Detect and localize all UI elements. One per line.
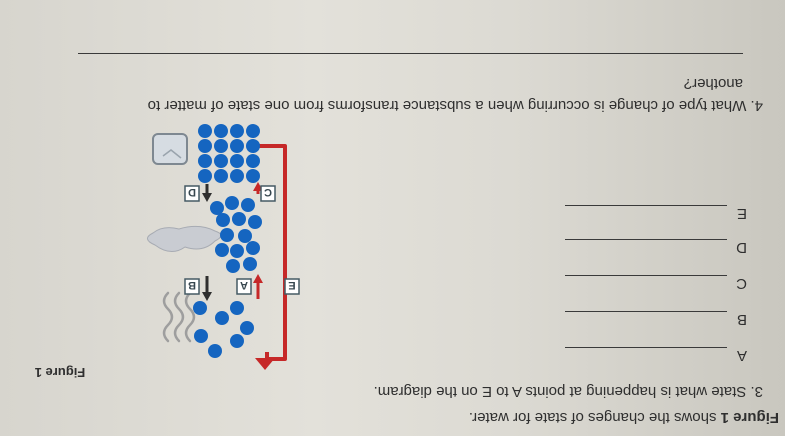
answer-label-e: E bbox=[736, 205, 747, 222]
gas-particles bbox=[193, 301, 254, 358]
svg-text:A: A bbox=[240, 279, 248, 291]
svg-text:D: D bbox=[188, 186, 196, 198]
arrow-gas-to-liquid bbox=[253, 274, 263, 299]
question-3: 3. State what is happening at points A to E on the diagram. bbox=[373, 383, 763, 400]
frame-arrow-head bbox=[255, 358, 275, 370]
point-label-c bbox=[261, 186, 275, 201]
intro-sentence: shows the changes of state for water. bbox=[468, 409, 721, 426]
arrow-solid-to-liquid bbox=[202, 184, 212, 202]
point-label-d bbox=[185, 186, 199, 201]
svg-text:B: B bbox=[188, 279, 196, 291]
liquid-puddle-icon bbox=[147, 226, 221, 251]
point-label-b bbox=[185, 279, 199, 294]
figure-reference: Figure 1 bbox=[720, 409, 779, 426]
answer-label-a: A bbox=[736, 347, 747, 364]
answer-label-c: C bbox=[736, 275, 747, 292]
gas-vapour-icon bbox=[164, 293, 194, 341]
answer-label-d: D bbox=[736, 239, 747, 256]
point-label-e bbox=[285, 279, 299, 294]
solid-particles bbox=[198, 124, 260, 183]
svg-text:E: E bbox=[288, 279, 296, 291]
question-4-line-1: 4. What type of change is occurring when a substance transforms from one state of matter to bbox=[147, 97, 763, 114]
answer-label-b: B bbox=[736, 311, 747, 328]
solid-ice-cube-icon bbox=[153, 134, 187, 164]
arrow-liquid-to-gas bbox=[202, 276, 212, 301]
question-4-answer-line[interactable] bbox=[78, 53, 743, 54]
figure-title: Figure 1 bbox=[34, 365, 86, 380]
question-4-line-2: another? bbox=[683, 75, 743, 92]
point-label-a bbox=[237, 279, 251, 294]
svg-text:C: C bbox=[264, 186, 272, 198]
